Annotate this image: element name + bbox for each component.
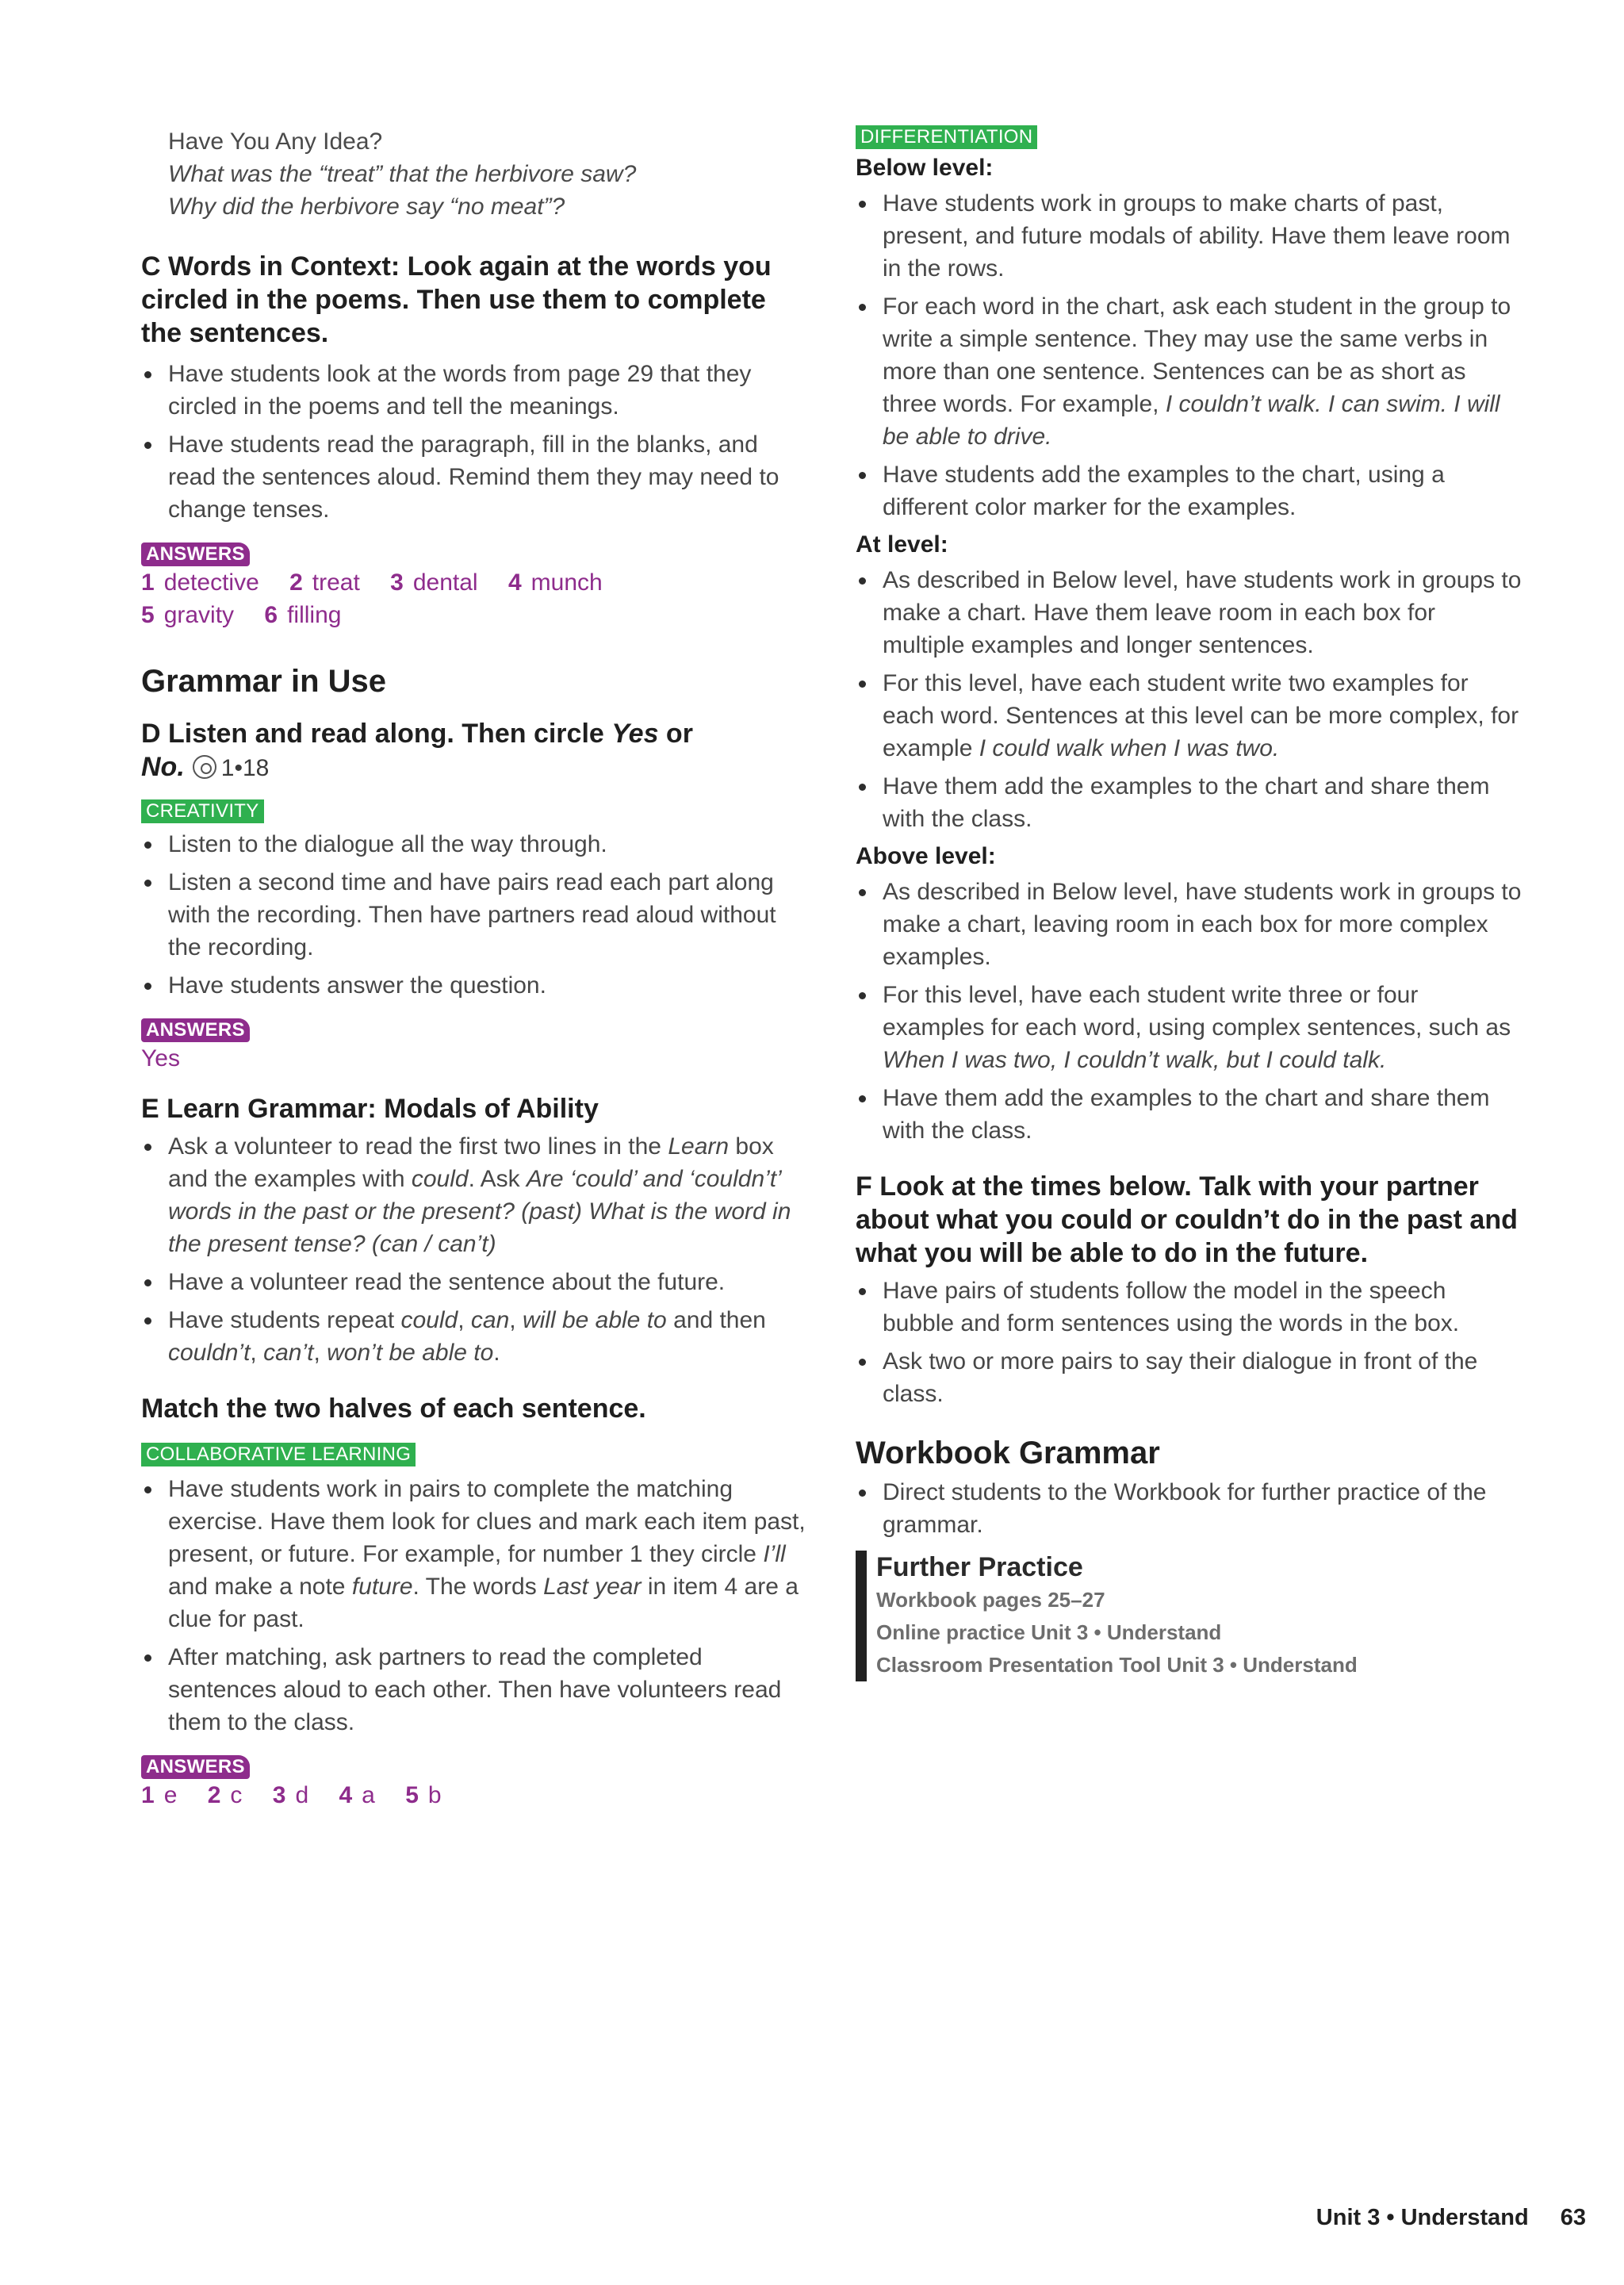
answer-word: munch	[530, 569, 603, 596]
task-c-answers-row-1	[141, 566, 809, 599]
task-c-heading: C Words in Context: Look again at the words you circled in the poems. Then use them to complete the sentences.	[141, 251, 772, 348]
answers-badge: ANSWERS	[141, 1755, 250, 1779]
match-bullets	[141, 1473, 809, 1739]
answer-word: dental	[412, 569, 478, 596]
list-item: Direct students to the Workbook for further practice of the grammar.	[856, 1476, 1523, 1541]
collaborative-learning-tag: COLLABORATIVE LEARNING	[141, 1443, 416, 1466]
task-c-answers-row-2	[141, 599, 809, 631]
intro-questions	[168, 125, 809, 223]
answer-word: gravity	[163, 602, 235, 628]
task-d-heading	[141, 717, 809, 785]
further-practice-line: Workbook pages 25–27	[876, 1588, 1105, 1612]
heading-yes: Yes	[611, 719, 659, 749]
footer-unit: Unit 3 • Understand	[1316, 2205, 1529, 2230]
list-item: For this level, have each student write two examples for each word. Sentences at this level can be more complex, for example I could walk when I was two.	[856, 667, 1523, 765]
answers-badge: ANSWERS	[141, 1018, 250, 1042]
answer-word: filling	[287, 602, 342, 628]
match-answers: 1 e 2 c 3 d 4 a 5 b	[141, 1782, 442, 1808]
list-item: Have a volunteer read the sentence about the future.	[141, 1266, 809, 1298]
list-item: Ask a volunteer to read the first two lines in the Learn box and the examples with could. Ask Are ‘could’ and ‘couldn’t’ words in the past or the present? (past) What is the word in the present tense? (can / can’t)	[141, 1130, 809, 1260]
list-item: Have students add the examples to the chart, using a different color marker for the examples.	[856, 458, 1523, 523]
at-level-heading: At level:	[856, 531, 948, 558]
list-item: For this level, have each student write three or four examples for each word, using complex sentences, such as When I was two, I couldn’t walk, but I could talk.	[856, 979, 1523, 1076]
list-item: Have students answer the question.	[141, 969, 809, 1002]
intro-title: Have You Any Idea?	[168, 128, 383, 155]
task-e-heading: E Learn Grammar: Modals of Ability	[141, 1094, 599, 1124]
match-heading: Match the two halves of each sentence.	[141, 1394, 646, 1424]
further-practice-title: Further Practice	[876, 1552, 1083, 1582]
list-item: Listen a second time and have pairs read each part along with the recording. Then have partners read aloud without the recording.	[141, 866, 809, 964]
list-item: Have students work in pairs to complete the matching exercise. Have them look for clues and mark each item past, present, or future. For example, for number 1 they circle I’ll and make a note future. The words Last year in item 4 are a clue for past.	[141, 1473, 809, 1635]
list-item: Have them add the examples to the chart and share them with the class.	[856, 770, 1523, 835]
above-level-bullets	[856, 876, 1523, 1147]
list-item: Have students read the paragraph, fill in the blanks, and read the sentences aloud. Remind them they may need to change tenses.	[141, 428, 809, 526]
list-item: Have them add the examples to the chart and share them with the class.	[856, 1082, 1523, 1147]
task-e-bullets	[141, 1130, 809, 1369]
list-item: Ask two or more pairs to say their dialogue in front of the class.	[856, 1345, 1523, 1410]
heading-no: No.	[141, 752, 185, 782]
task-d-bullets	[141, 828, 809, 1002]
list-item: Listen to the dialogue all the way through.	[141, 828, 809, 861]
list-item: Have students work in groups to make charts of past, present, and future modals of ability. Have them leave room in the rows.	[856, 187, 1523, 285]
further-practice-box	[856, 1551, 1523, 1681]
task-d-answer: Yes	[141, 1045, 180, 1072]
task-f-bullets	[856, 1275, 1523, 1410]
list-item: As described in Below level, have students work in groups to make a chart. Have them leave room in each box for multiple examples and longer sentences.	[856, 564, 1523, 661]
list-item: For each word in the chart, ask each student in the group to write a simple sentence. They may use the same verbs in more than one sentence. Sentences can be as short as three words. For example, I couldn’t walk. I can swim. I will be able to drive.	[856, 290, 1523, 453]
right-column	[856, 125, 1523, 1681]
left-column	[141, 125, 809, 1812]
answer-number: 2	[289, 569, 303, 596]
list-item: Have students repeat could, can, will be able to and then couldn’t, can’t, won’t be able to.	[141, 1304, 809, 1369]
intro-question-2: Why did the herbivore say “no meat”?	[168, 194, 565, 220]
list-item: Have students look at the words from page 29 that they circled in the poems and tell the meanings.	[141, 358, 809, 423]
list-item: Have pairs of students follow the model in the speech bubble and form sentences using the words in the box.	[856, 1275, 1523, 1340]
answers-badge: ANSWERS	[141, 542, 250, 566]
further-practice-line: Online practice Unit 3 • Understand	[876, 1620, 1222, 1644]
answer-word: detective	[163, 569, 259, 596]
task-f-heading: F Look at the times below. Talk with your partner about what you could or couldn’t do in the past and what you will be able to do in the future.	[856, 1171, 1518, 1268]
page-number: 63	[1560, 2205, 1586, 2230]
creativity-tag: CREATIVITY	[141, 799, 264, 823]
answer-number: 4	[508, 569, 522, 596]
answer-number: 6	[264, 602, 278, 628]
answer-number: 1	[141, 569, 155, 596]
task-c-bullets	[141, 358, 809, 526]
heading-text: D Listen and read along. Then circle	[141, 719, 612, 749]
answer-number: 3	[390, 569, 404, 596]
at-level-bullets	[856, 564, 1523, 835]
below-level-heading: Below level:	[856, 155, 994, 181]
below-level-bullets	[856, 187, 1523, 523]
above-level-heading: Above level:	[856, 843, 996, 869]
further-practice-line: Classroom Presentation Tool Unit 3 • Understand	[876, 1653, 1358, 1677]
list-item: After matching, ask partners to read the completed sentences aloud to each other. Then have volunteers read them to the class.	[141, 1641, 809, 1739]
workbook-grammar-title: Workbook Grammar	[856, 1436, 1160, 1470]
audio-cd-icon	[193, 755, 216, 779]
answer-number: 5	[141, 602, 155, 628]
differentiation-tag: DIFFERENTIATION	[856, 125, 1037, 149]
workbook-bullets	[856, 1476, 1523, 1541]
list-item: As described in Below level, have students work in groups to make a chart, leaving room in each box for more complex examples.	[856, 876, 1523, 973]
intro-question-1: What was the “treat” that the herbivore saw?	[168, 161, 637, 187]
heading-or: or	[658, 719, 693, 749]
answer-word: treat	[312, 569, 360, 596]
grammar-in-use-title: Grammar in Use	[141, 664, 387, 699]
audio-track-number: 1•18	[220, 755, 270, 781]
page-footer	[1300, 2205, 1586, 2231]
